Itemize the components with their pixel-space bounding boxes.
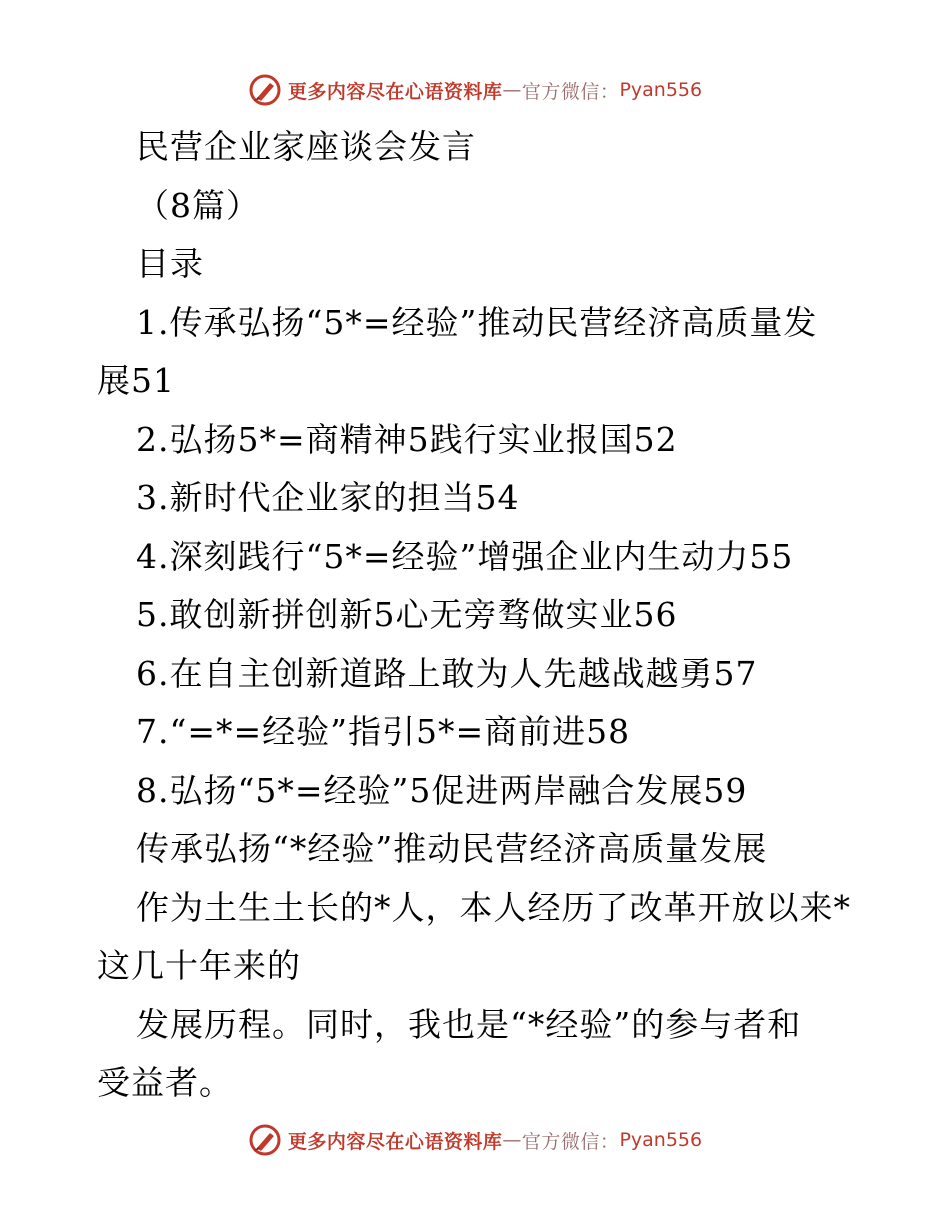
section-heading: 传承弘扬“*经验”推动民营经济高质量发展 <box>136 829 768 868</box>
paragraph-line: 受益者。 <box>97 1063 233 1102</box>
document-title: 民营企业家座谈会发言 <box>136 127 476 166</box>
banner-official-text: 官方微信： <box>521 1130 620 1153</box>
banner-dash: — <box>502 1129 522 1151</box>
toc-heading: 目录 <box>136 244 204 283</box>
toc-item-1-continued: 展51 <box>97 361 175 400</box>
banner-wechat-id: Pyan556 <box>619 79 703 101</box>
banner-dash: — <box>502 79 522 101</box>
toc-item-5: 5.敢创新拼创新5心无旁骛做实业56 <box>136 595 678 634</box>
banner-brand-text: 更多内容尽在心语资料库 <box>287 80 503 103</box>
pen-seal-icon <box>248 73 282 107</box>
footer-banner <box>0 1120 950 1160</box>
banner-official-text: 官方微信： <box>521 80 620 103</box>
paragraph-line: 作为土生土长的*人，本人经历了改革开放以来* <box>136 887 851 927</box>
toc-item-3: 3.新时代企业家的担当54 <box>136 478 520 517</box>
toc-item-4: 4.深刻践行“5*=经验”增强企业内生动力55 <box>136 536 794 576</box>
document-body <box>97 118 857 1113</box>
toc-item-1: 1.传承弘扬“5*=经验”推动民营经济高质量发 <box>136 302 818 342</box>
document-count: （8篇） <box>136 185 260 225</box>
paragraph-line: 发展历程。同时，我也是“*经验”的参与者和 <box>136 1004 802 1044</box>
paragraph-line: 这几十年来的 <box>97 946 301 985</box>
banner-brand-text: 更多内容尽在心语资料库 <box>287 1130 503 1153</box>
pen-seal-icon <box>248 1123 282 1157</box>
banner-wechat-id: Pyan556 <box>619 1129 703 1151</box>
toc-item-6: 6.在自主创新道路上敢为人先越战越勇57 <box>136 653 758 693</box>
toc-item-7: 7.“=*=经验”指引5*=商前进58 <box>136 712 631 751</box>
toc-item-2: 2.弘扬5*=商精神5践行实业报国52 <box>136 419 678 459</box>
toc-item-8: 8.弘扬“5*=经验”5促进两岸融合发展59 <box>136 770 748 810</box>
header-banner <box>0 70 950 110</box>
